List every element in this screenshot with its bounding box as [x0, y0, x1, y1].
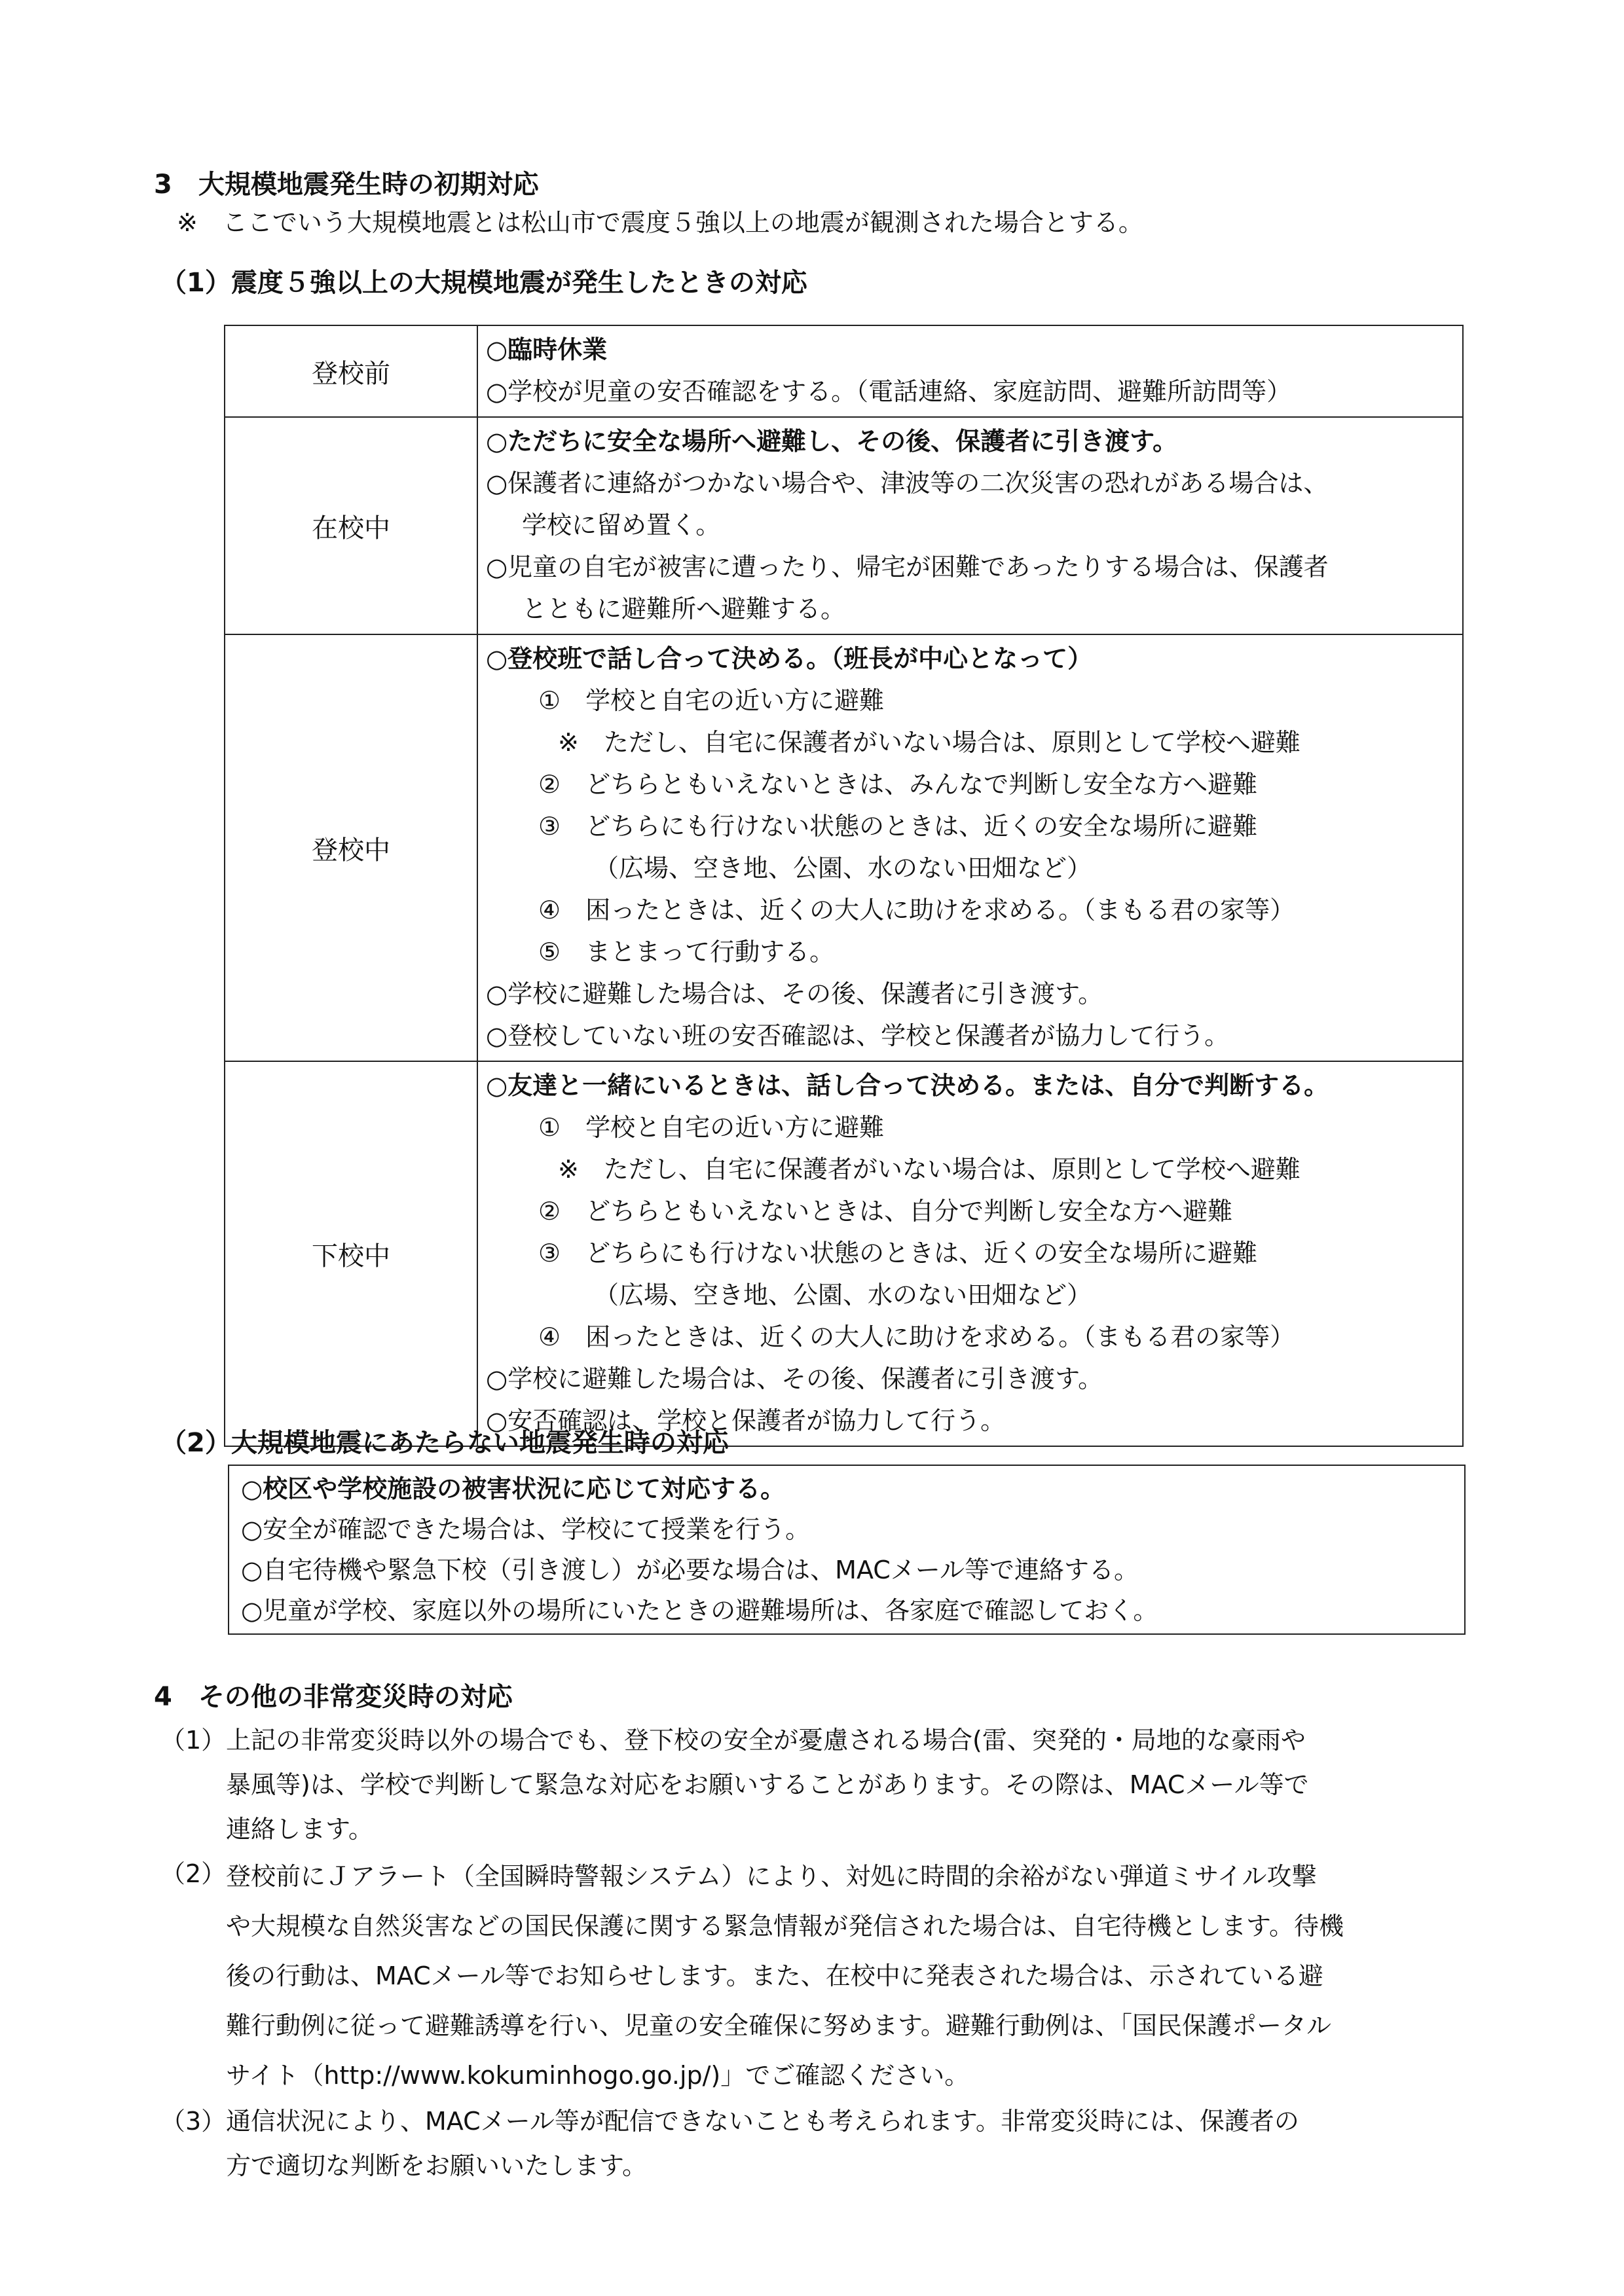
paragraph-line: 通信状況により、MACメール等が配信できないことも考えられます。非常変災時には、保護者の — [226, 2107, 1299, 2136]
response-table — [224, 325, 1464, 1447]
table-line: ○友達と一緒にいるときは、話し合って決める。または、自分で判断する。 — [486, 1071, 1329, 1100]
table-line: ○登校班で話し合って決める。（班長が中心となって） — [486, 644, 1093, 673]
row-label-going-home: 下校中 — [225, 1061, 477, 1446]
row-content-going-home — [477, 1061, 1463, 1446]
table-line: ※ ただし、自宅に保護者がいない場合は、原則として学校へ避難 — [558, 728, 1301, 757]
row-label-at-school: 在校中 — [225, 417, 477, 634]
paragraph-line: 後の行動は、MACメール等でお知らせします。また、在校中に発表された場合は、示されている避 — [226, 1961, 1323, 1990]
section-4-heading: 4 その他の非常変災時の対応 — [154, 1682, 513, 1712]
table-line: ○安否確認は、学校と保護者が協力して行う。 — [486, 1406, 1006, 1435]
table-line: ○学校が児童の安否確認をする。（電話連絡、家庭訪問、避難所訪問等） — [486, 377, 1292, 406]
table-line: ○学校に避難した場合は、その後、保護者に引き渡す。 — [486, 1364, 1103, 1393]
table-line: ○登校していない班の安否確認は、学校と保護者が協力して行う。 — [486, 1021, 1230, 1050]
subsection-1-heading: （1）震度５強以上の大規模地震が発生したときの対応 — [160, 268, 807, 298]
table-line: （広場、空き地、公園、水のない田畑など） — [594, 1281, 1092, 1309]
table-line: ③ どちらにも行けない状態のときは、近くの安全な場所に避難 — [538, 1239, 1258, 1267]
subsection-2-heading: （2）大規模地震にあたらない地震発生時の対応 — [160, 1428, 729, 1458]
table-row — [225, 1061, 1463, 1446]
paragraph-line: や大規模な自然災害などの国民保護に関する緊急情報が発信された場合は、自宅待機とします。待機 — [226, 1912, 1344, 1941]
box-line: ○校区や学校施設の被害状況に応じて対応する。 — [241, 1474, 786, 1503]
item-3-number: （3） — [160, 2107, 227, 2136]
paragraph-line: サイト（http://www.kokuminhogo.go.jp/)」でご確認ください。 — [226, 2061, 970, 2090]
item-1-number: （1） — [160, 1726, 227, 1755]
table-line: ③ どちらにも行けない状態のときは、近くの安全な場所に避難 — [538, 812, 1258, 841]
table-line: ④ 困ったときは、近くの大人に助けを求める。（まもる君の家等） — [538, 1322, 1295, 1351]
table-line: ○ただちに安全な場所へ避難し、その後、保護者に引き渡す。 — [486, 427, 1178, 456]
table-line: ② どちらともいえないときは、自分で判断し安全な方へ避難 — [538, 1197, 1233, 1226]
item-2-text — [226, 1851, 1344, 2100]
table-line: ⑤ まとまって行動する。 — [538, 938, 835, 966]
table-line: ① 学校と自宅の近い方に避難 — [538, 1113, 885, 1142]
paragraph-line: 上記の非常変災時以外の場合でも、登下校の安全が憂慮される場合(雷、突発的・局地的な豪雨や — [226, 1726, 1306, 1755]
box-line: ○自宅待機や緊急下校（引き渡し）が必要な場合は、MACメール等で連絡する。 — [241, 1556, 1139, 1584]
box-line: ○児童が学校、家庭以外の場所にいたときの避難場所は、各家庭で確認しておく。 — [241, 1596, 1158, 1625]
table-line: ① 学校と自宅の近い方に避難 — [538, 686, 885, 715]
table-line: 学校に留め置く。 — [522, 511, 721, 539]
item-1-text — [226, 1718, 1309, 1851]
paragraph-line: 登校前にＪアラート（全国瞬時警報システム）により、対処に時間的余裕がない弾道ミサイル攻撃 — [226, 1862, 1317, 1891]
paragraph-line: 方で適切な判断をお願いいたします。 — [226, 2151, 647, 2180]
table-line: ④ 困ったときは、近くの大人に助けを求める。（まもる君の家等） — [538, 896, 1295, 924]
section-3-note: ※ ここでいう大規模地震とは松山市で震度５強以上の地震が観測された場合とする。 — [177, 208, 1143, 237]
row-label-before-school: 登校前 — [225, 325, 477, 417]
row-content-at-school — [477, 417, 1463, 634]
table-row — [225, 325, 1463, 417]
paragraph-line: 連絡します。 — [226, 1815, 373, 1844]
table-line: ○学校に避難した場合は、その後、保護者に引き渡す。 — [486, 979, 1103, 1008]
table-line: ○児童の自宅が被害に遭ったり、帰宅が困難であったりする場合は、保護者 — [486, 553, 1329, 581]
table-line: ○保護者に連絡がつかない場合や、津波等の二次災害の恐れがある場合は、 — [486, 469, 1329, 498]
section-3-heading: 3 大規模地震発生時の初期対応 — [154, 170, 539, 200]
paragraph-line: 難行動例に従って避難誘導を行い、児童の安全確保に努めます。避難行動例は、「国民保護ポータル — [226, 2011, 1331, 2040]
table-row — [225, 634, 1463, 1061]
item-2-number: （2） — [160, 1859, 227, 1888]
table-line: ※ ただし、自宅に保護者がいない場合は、原則として学校へ避難 — [558, 1155, 1301, 1184]
table-row — [225, 417, 1463, 634]
row-content-before-school — [477, 325, 1463, 417]
item-3-text — [226, 2099, 1299, 2188]
row-content-going-to-school — [477, 634, 1463, 1061]
table-line: とともに避難所へ避難する。 — [522, 594, 846, 623]
row-label-going-to-school: 登校中 — [225, 634, 477, 1061]
table-line: ② どちらともいえないときは、みんなで判断し安全な方へ避難 — [538, 770, 1258, 799]
table-line: （広場、空き地、公園、水のない田畑など） — [594, 854, 1092, 883]
table-line: ○臨時休業 — [486, 335, 608, 364]
paragraph-line: 暴風等)は、学校で判断して緊急な対応をお願いすることがあります。その際は、MACメール等で — [226, 1770, 1309, 1799]
minor-earthquake-box — [228, 1465, 1466, 1635]
box-line: ○安全が確認できた場合は、学校にて授業を行う。 — [241, 1515, 811, 1544]
